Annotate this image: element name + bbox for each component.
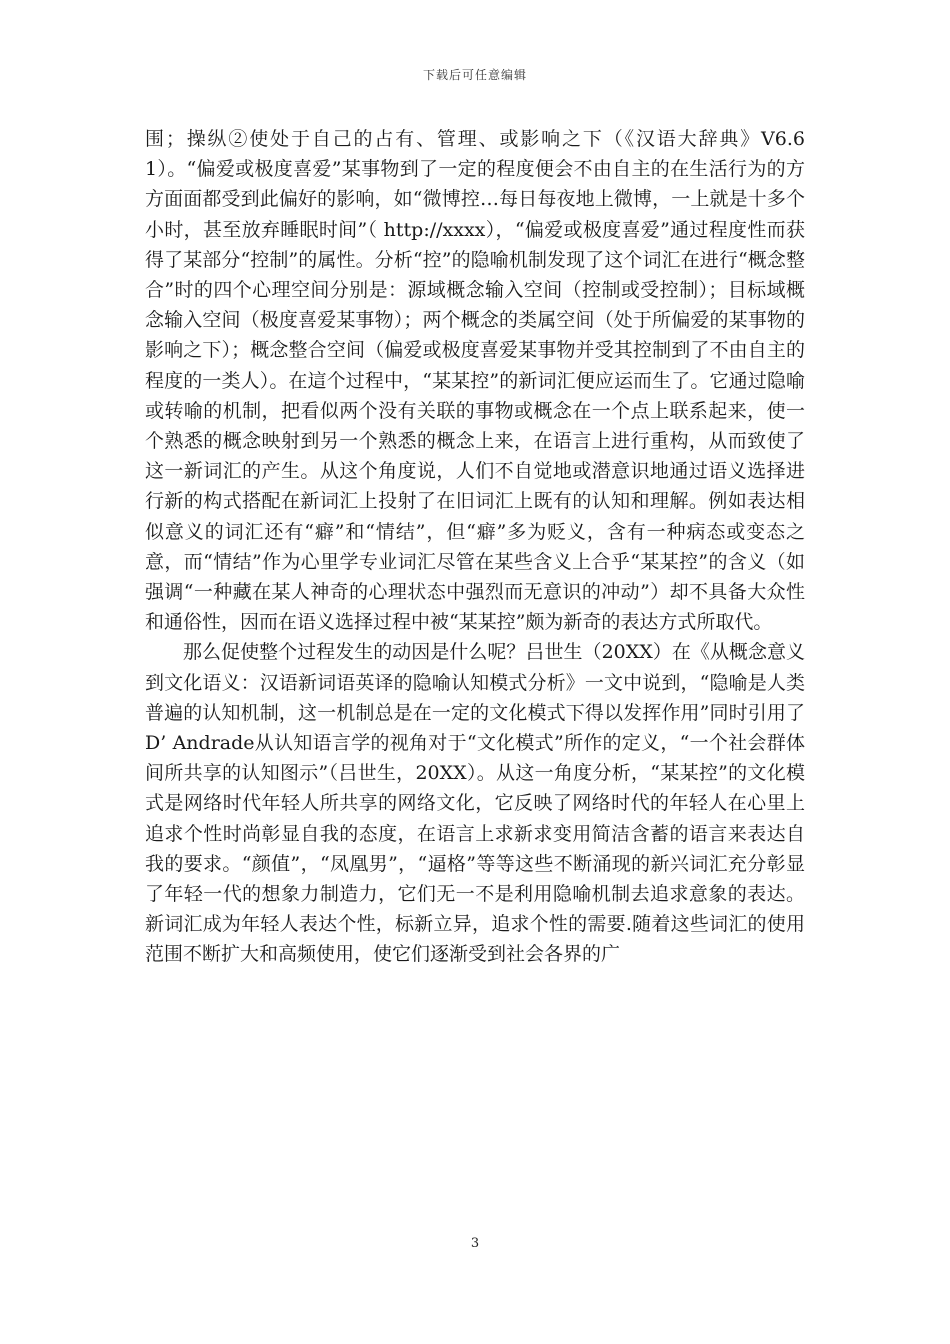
page-header: 下载后可任意编辑 (422, 68, 527, 82)
body-paragraph-2: 那么促使整个过程发生的动因是什么呢？吕世生（20XX）在《从概念意义到文化语义：汉语新词语英译的隐喻认知模式分析》一文中说到，“隐喻是人类普遍的认知机制，这一机制总是在一定的文化模式下得以发挥作用”同时引用了D’ Andrade从认知语言学的视角对于“文化模式”所作的定义，“一个社会群体间所共享的认知图示”（吕世生，20XX）。从这一角度分析，“某某控”的文化模式是网络时代年轻人所共享的网络文化，它反映了网络时代的年轻人在心里上追求个性时尚彰显自我的态度，在语言上求新求变用简洁含蓄的语言来表达自我的要求。“颜值”，“凤凰男”，“逼格”等等这些不断涌现的新兴词汇充分彰显了年轻一代的想象力制造力，它们无一不是利用隐喻机制去追求意象的表达。新词汇成为年轻人表达个性，标新立异，追求个性的需要.随着这些词汇的使用范围不断扩大和高频使用，使它们逐渐受到社会各界的广 (145, 641, 805, 966)
document-body (145, 124, 805, 970)
page-number: 3 (470, 1236, 480, 1251)
body-paragraph-1: 围；操纵②使处于自己的占有、管理、或影响之下（《汉语大辞典》V6.61）。“偏爱或极度喜爱”某事物到了一定的程度便会不由自主的在生活行为的方方面面都受到此偏好的影响，如“微博控…每日每夜地上微博，一上就是十多个小时，甚至放弃睡眠时间”（ http://xxxx），“偏爱或极度喜爱”通过程度性而获得了某部分“控制”的属性。分析“控”的隐喻机制发现了这个词汇在进行“概念整合”时的四个心理空间分别是：源域概念输入空间（控制或受控制）；目标域概念输入空间（极度喜爱某事物）；两个概念的类属空间（处于所偏爱的某事物的影响之下）；概念整合空间（偏爱或极度喜爱某事物并受其控制到了不由自主的程度的一类人）。在這个过程中，“某某控”的新词汇便应运而生了。它通过隐喻或转喻的机制，把看似两个没有关联的事物或概念在一个点上联系起来，使一个熟悉的概念映射到另一个熟悉的概念上来，在语言上进行重构，从而致使了这一新词汇的产生。从这个角度说，人们不自觉地或潜意识地通过语义选择进行新的构式搭配在新词汇上投射了在旧词汇上既有的认知和理解。例如表达相似意义的词汇还有“癖”和“情结”，但“癖”多为贬义，含有一种病态或变态之意，而“情结”作为心里学专业词汇尽管在某些含义上合乎“某某控”的含义（如强调“一种藏在某人神奇的心理状态中强烈而无意识的冲动”）却不具备大众性和通俗性，因而在语义选择过程中被“某某控”颇为新奇的表达方式所取代。 (145, 128, 805, 634)
